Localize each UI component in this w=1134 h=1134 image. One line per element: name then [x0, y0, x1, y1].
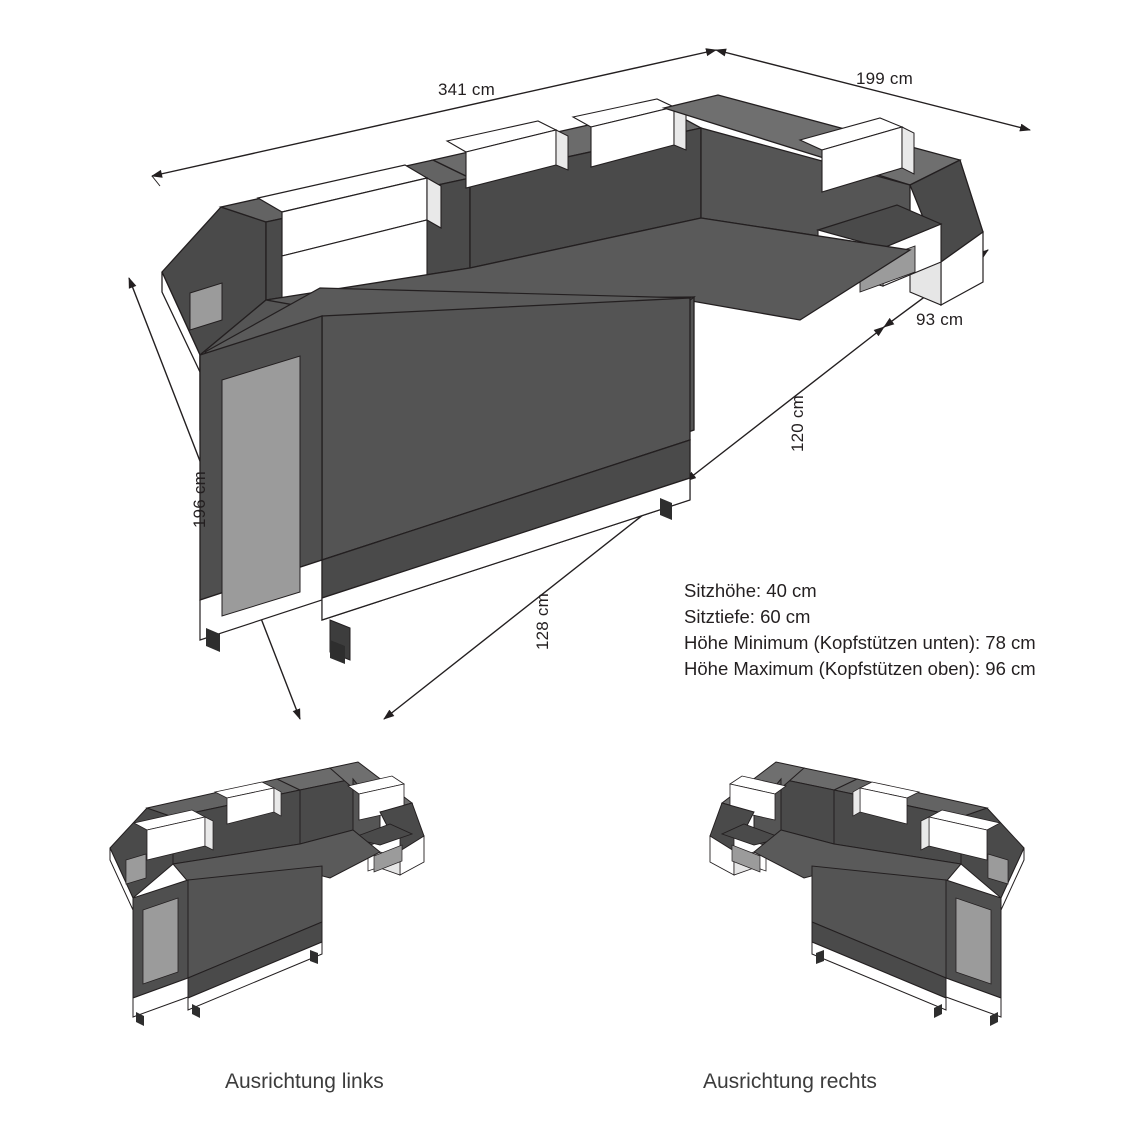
spec-line-sitzhoehe: Sitzhöhe: 40 cm — [684, 580, 817, 601]
spec-line-sitztiefe: Sitztiefe: 60 cm — [684, 606, 811, 627]
variant-left-illustration — [110, 762, 424, 1026]
dimension-label-right-lower: 120 cm — [788, 395, 807, 452]
dimension-label-top-left: 341 cm — [438, 80, 495, 99]
dimension-label-right-upper: 93 cm — [916, 310, 964, 329]
variant-right-illustration — [710, 762, 1024, 1026]
variant-caption-left: Ausrichtung links — [225, 1070, 384, 1093]
dimension-label-left-height: 196 cm — [190, 471, 209, 528]
dimension-label-bottom: 128 cm — [533, 593, 552, 650]
dimension-label-top-right: 199 cm — [856, 69, 913, 88]
spec-line-hoehe-maximum: Höhe Maximum (Kopfstützen oben): 96 cm — [684, 658, 1036, 679]
variant-caption-right: Ausrichtung rechts — [703, 1070, 877, 1093]
spec-line-hoehe-minimum: Höhe Minimum (Kopfstützen unten): 78 cm — [684, 632, 1036, 653]
